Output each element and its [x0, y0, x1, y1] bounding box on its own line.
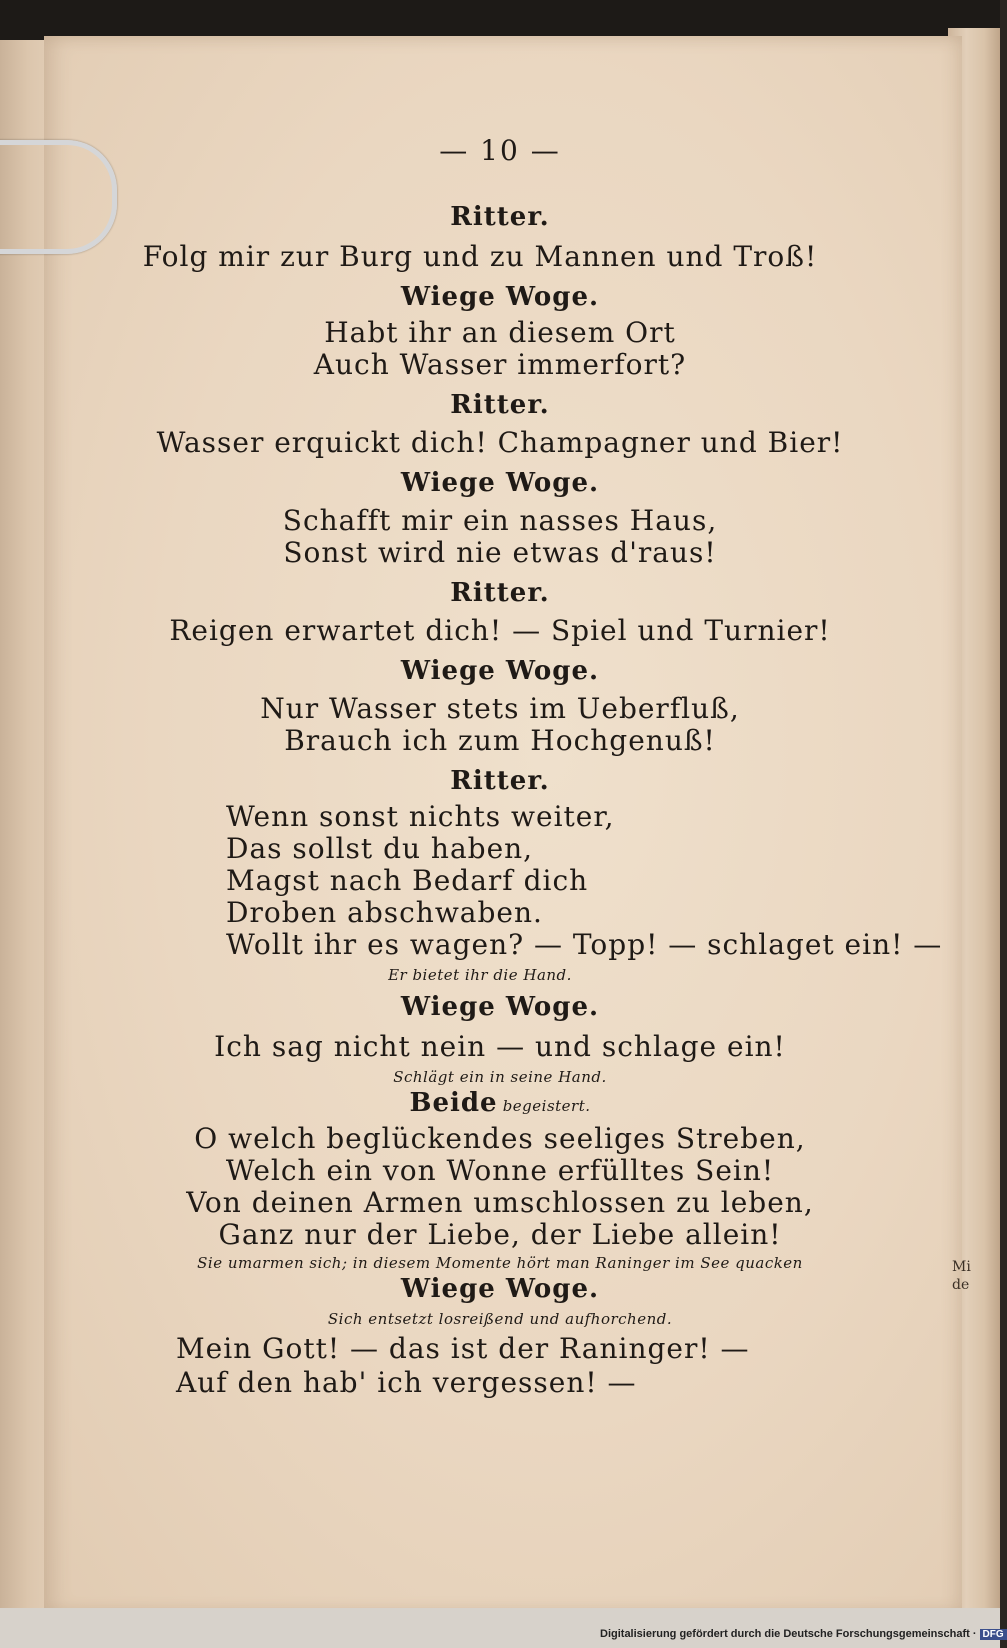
verse-line: Sonst wird nie etwas d'raus! [283, 536, 717, 569]
verse-line: Wollt ihr es wagen? — Topp! — schlaget ein! — [226, 928, 943, 961]
verse-line: Folg mir zur Burg und zu Mannen und Troß! [142, 240, 818, 273]
verse-line: Droben abschwaben. [226, 896, 543, 929]
speaker-label: Wiege Woge. [400, 282, 600, 312]
verse-line: Von deinen Armen umschlossen zu leben, [186, 1186, 814, 1219]
digitization-credit [600, 1628, 1004, 1644]
verse-line: Mein Gott! — das ist der Raninger! — [176, 1332, 750, 1365]
verse-line: Auch Wasser immerfort? [313, 348, 687, 381]
speaker-label: Ritter. [450, 390, 550, 420]
dfg-logo: DFG [980, 1629, 1007, 1640]
speaker-manner: begeistert. [502, 1097, 591, 1115]
stage-direction: Sich entsetzt losreißend und aufhorchend. [327, 1310, 673, 1328]
speaker-label: Wiege Woge. [400, 1274, 600, 1304]
verse-line: Auf den hab' ich vergessen! — [176, 1366, 637, 1399]
verse-line: Ganz nur der Liebe, der Liebe allein! [218, 1218, 782, 1251]
speaker-label: Beide [409, 1088, 498, 1118]
verse-line: Nur Wasser stets im Ueberfluß, [260, 692, 740, 725]
verse-line: Ich sag nicht nein — und schlage ein! [214, 1030, 786, 1063]
verse-line: Habt ihr an diesem Ort [324, 316, 676, 349]
speaker-label: Ritter. [450, 578, 550, 608]
speaker-label: Ritter. [450, 202, 550, 232]
verse-line: Das sollst du haben, [226, 832, 534, 865]
speaker-heading [60, 1088, 940, 1118]
stage-direction: Sie umarmen sich; in diesem Momente hört man Raninger im See quacken [197, 1254, 803, 1272]
speaker-label: Wiege Woge. [400, 992, 600, 1022]
verse-line: Reigen erwartet dich! — Spiel und Turnier! [169, 614, 831, 647]
speaker-label: Ritter. [450, 766, 550, 796]
verse-line: Brauch ich zum Hochgenuß! [284, 724, 716, 757]
stage-direction: Schlägt ein in seine Hand. [393, 1068, 607, 1086]
verse-line: Schafft mir ein nasses Haus, [282, 504, 718, 537]
credit-text: Digitalisierung gefördert durch die Deutsche Forschungsgemeinschaft · [600, 1628, 977, 1640]
speaker-label: Wiege Woge. [400, 468, 600, 498]
verse-line: Welch ein von Wonne erfülltes Sein! [225, 1154, 775, 1187]
speaker-label: Wiege Woge. [400, 656, 600, 686]
page-number: — 10 — [439, 134, 561, 167]
verse-line: Wasser erquickt dich! Champagner und Bier! [156, 426, 844, 459]
verse-line: Magst nach Bedarf dich [226, 864, 589, 897]
verse-line: Wenn sonst nichts weiter, [226, 800, 615, 833]
stage-direction: Er bietet ihr die Hand. [388, 966, 572, 984]
verse-line: O welch beglückendes seeliges Streben, [194, 1122, 806, 1155]
margin-fragment: Mi de [952, 1259, 971, 1293]
